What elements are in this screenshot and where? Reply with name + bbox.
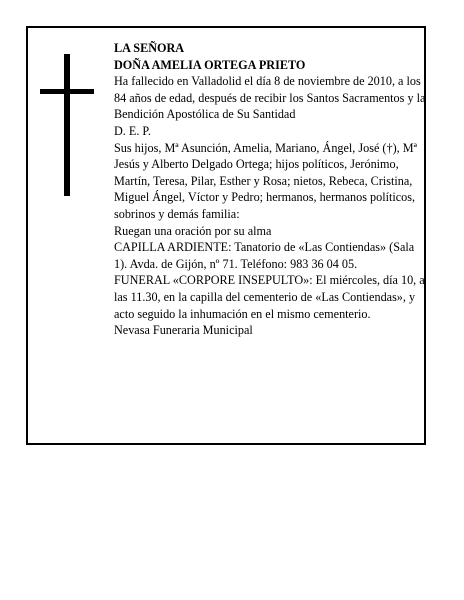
prayer-request: Ruegan una oración por su alma [114,223,272,238]
notice-title: LA SEÑORA [114,41,185,55]
obituary-text [114,40,426,339]
obituary-notice [26,26,426,445]
chapel-info: CAPILLA ARDIENTE: Tanatorio de «Las Contiendas» (Sala 1). Avda. de Gijón, nº 71. Teléfono: 983 36 04 05. [114,240,415,271]
funeral-home: Nevasa Funeraria Municipal [114,323,253,338]
cross-icon [40,54,94,196]
cross-vertical-bar [64,54,70,196]
funeral-info: FUNERAL «CORPORE INSEPULTO»: El miércoles, día 10, a las 11.30, en la capilla del cementerio de «Las Contiendas», y acto seguido la inhumación en el mismo cementerio. [114,273,425,321]
deceased-name: DOÑA AMELIA ORTEGA PRIETO [114,57,306,72]
rest-in-peace: D. E. P. [114,123,151,138]
death-notice: Ha fallecido en Valladolid el día 8 de noviembre de 2010, a los 84 años de edad, después de recibir los Santos Sacramentos y la Bendición Apostólica de Su Santidad [114,74,426,122]
family-list: Sus hijos, Mª Asunción, Amelia, Mariano, Ángel, José (†), Mª Jesús y Alberto Delgado Ortega; hijos políticos, Jerónimo, Martín, Teresa, Pilar, Esther y Rosa; nietos, Rebeca, Cristina, Miguel Ángel, Víctor y Pedro; hermanos, hermanos políticos, sobrinos y demás familia: [114,140,417,221]
cross-horizontal-bar [40,89,94,94]
